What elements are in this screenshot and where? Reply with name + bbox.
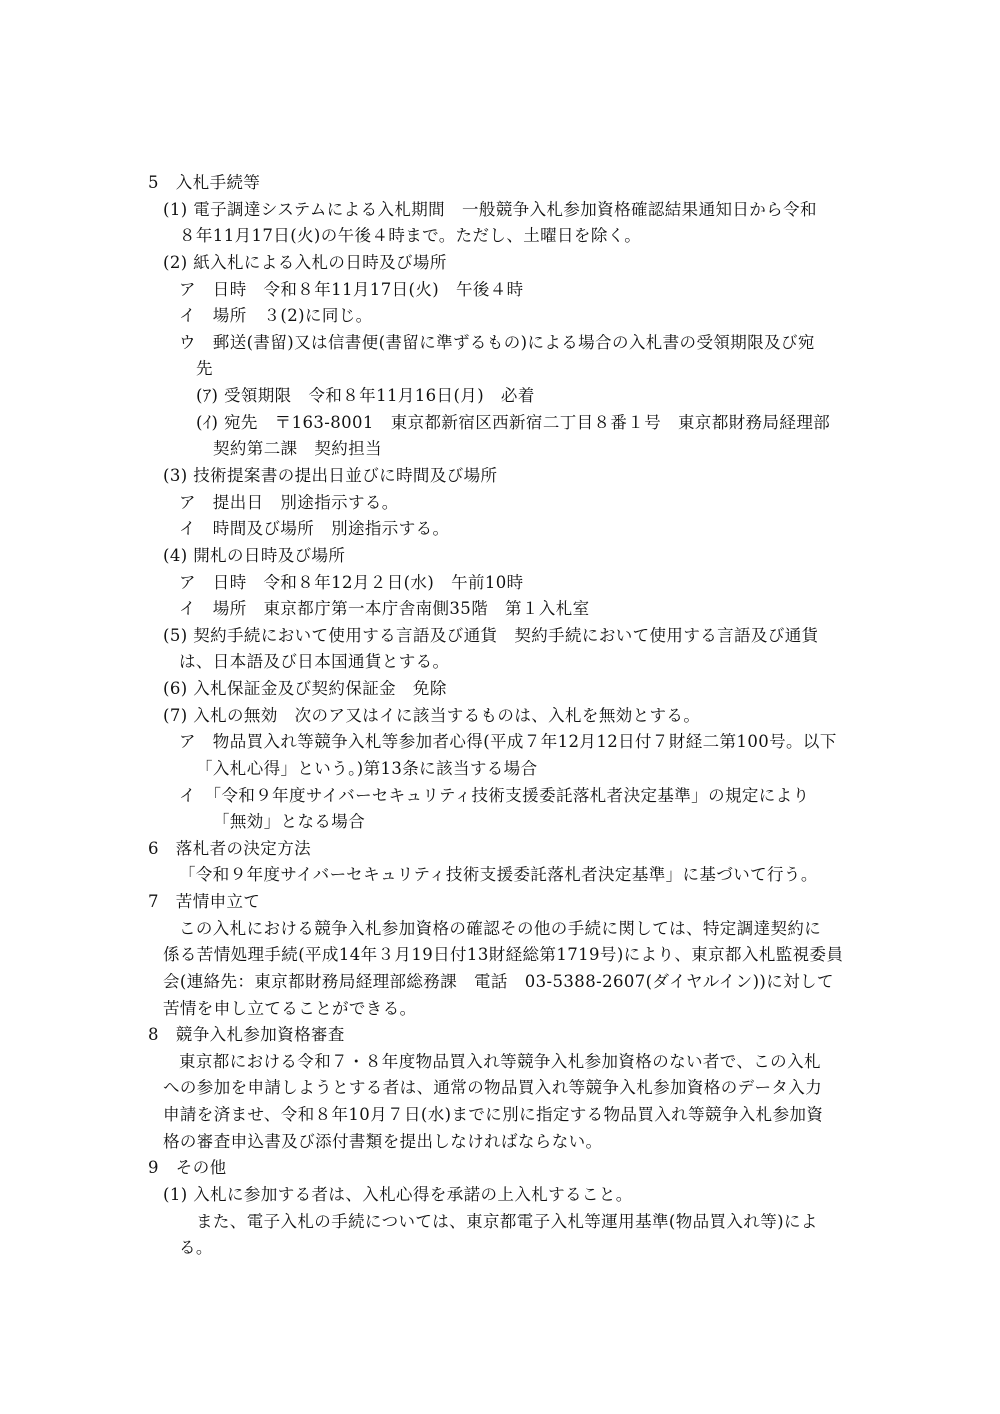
text-line: 係る苦情処理手続(平成14年３月19日付13財経総第1719号)により、東京都入札監視委員 (163, 945, 844, 964)
section-6-heading: 6 落札者の決定方法 (148, 839, 311, 858)
text-line: 苦情を申し立てることができる。 (163, 999, 417, 1018)
text-line: この入札における競争入札参加資格の確認その他の手続に関しては、特定調達契約に (179, 919, 822, 938)
text-line: への参加を申請しようとする者は、通常の物品買入れ等競争入札参加資格のデータ入力 (163, 1078, 823, 1097)
text-line: ウ 郵送(書留)又は信書便(書留に準ずるもの)による場合の入札書の受領期限及び宛 (179, 333, 815, 352)
text-line: 会(連絡先：東京都財務局経理部総務課 電話 03-5388-2607(ダイヤルイン))に対して (163, 972, 834, 991)
text-line: (6) 入札保証金及び契約保証金 免除 (163, 679, 447, 698)
text-line: イ 「令和９年度サイバーセキュリティ技術支援委託落札者決定基準」の規定により (179, 786, 810, 805)
text-line: (5) 契約手続において使用する言語及び通貨 契約手続において使用する言語及び通貨 (163, 626, 819, 645)
text-line: 「入札心得」という。)第13条に該当する場合 (196, 759, 538, 778)
text-line: 東京都における令和７・８年度物品買入れ等競争入札参加資格のない者で、この入札 (179, 1052, 821, 1071)
text-line: 契約第二課 契約担当 (213, 439, 382, 458)
text-line: 「令和９年度サイバーセキュリティ技術支援委託落札者決定基準」に基づいて行う。 (179, 865, 818, 884)
text-line: 「無効」となる場合 (213, 812, 366, 831)
text-line: (3) 技術提案書の提出日並びに時間及び場所 (163, 466, 498, 485)
text-line: イ 時間及び場所 別途指示する。 (179, 519, 450, 538)
text-line: は、日本語及び日本国通貨とする。 (179, 652, 450, 671)
text-line: 申請を済ませ、令和８年10月７日(水)までに別に指定する物品買入れ等競争入札参加資 (163, 1105, 824, 1124)
text-line: 先 (196, 359, 213, 378)
text-line: 格の審査申込書及び添付書類を提出しなければならない。 (163, 1132, 603, 1151)
text-line: ア 日時 令和８年12月２日(水) 午前10時 (179, 573, 524, 592)
text-line: ア 物品買入れ等競争入札等参加者心得(平成７年12月12日付７財経二第100号。以下 (179, 732, 837, 751)
text-line: (1) 入札に参加する者は、入札心得を承諾の上入札すること。 (163, 1185, 633, 1204)
section-8-heading: 8 競争入札参加資格審査 (148, 1025, 345, 1044)
text-line: (ｱ) 受領期限 令和８年11月16日(月) 必着 (196, 386, 535, 405)
text-line: ８年11月17日(火)の午後４時まで。ただし、土曜日を除く。 (179, 226, 642, 245)
text-line: (4) 開札の日時及び場所 (163, 546, 346, 565)
text-line: (ｲ) 宛先 〒163-8001 東京都新宿区西新宿二丁目８番１号 東京都財務局経理部 (196, 413, 831, 432)
text-line: ア 日時 令和８年11月17日(火) 午後４時 (179, 280, 524, 299)
text-line: (2) 紙入札による入札の日時及び場所 (163, 253, 447, 272)
text-line: (7) 入札の無効 次のア又はイに該当するものは、入札を無効とする。 (163, 706, 701, 725)
section-9-heading: 9 その他 (148, 1158, 227, 1177)
text-line: (1) 電子調達システムによる入札期間 一般競争入札参加資格確認結果通知日から令和 (163, 200, 817, 219)
text-line: ア 提出日 別途指示する。 (179, 493, 399, 512)
text-line: イ 場所 東京都庁第一本庁舎南側35階 第１入札室 (179, 599, 590, 618)
text-line: イ 場所 ３(2)に同じ。 (179, 306, 373, 325)
text-line: る。 (179, 1238, 213, 1257)
section-7-heading: 7 苦情申立て (148, 892, 261, 911)
text-line: また、電子入札の手続については、東京都電子入札等運用基準(物品買入れ等)によ (196, 1212, 818, 1231)
section-5-heading: 5 入札手続等 (148, 173, 261, 192)
